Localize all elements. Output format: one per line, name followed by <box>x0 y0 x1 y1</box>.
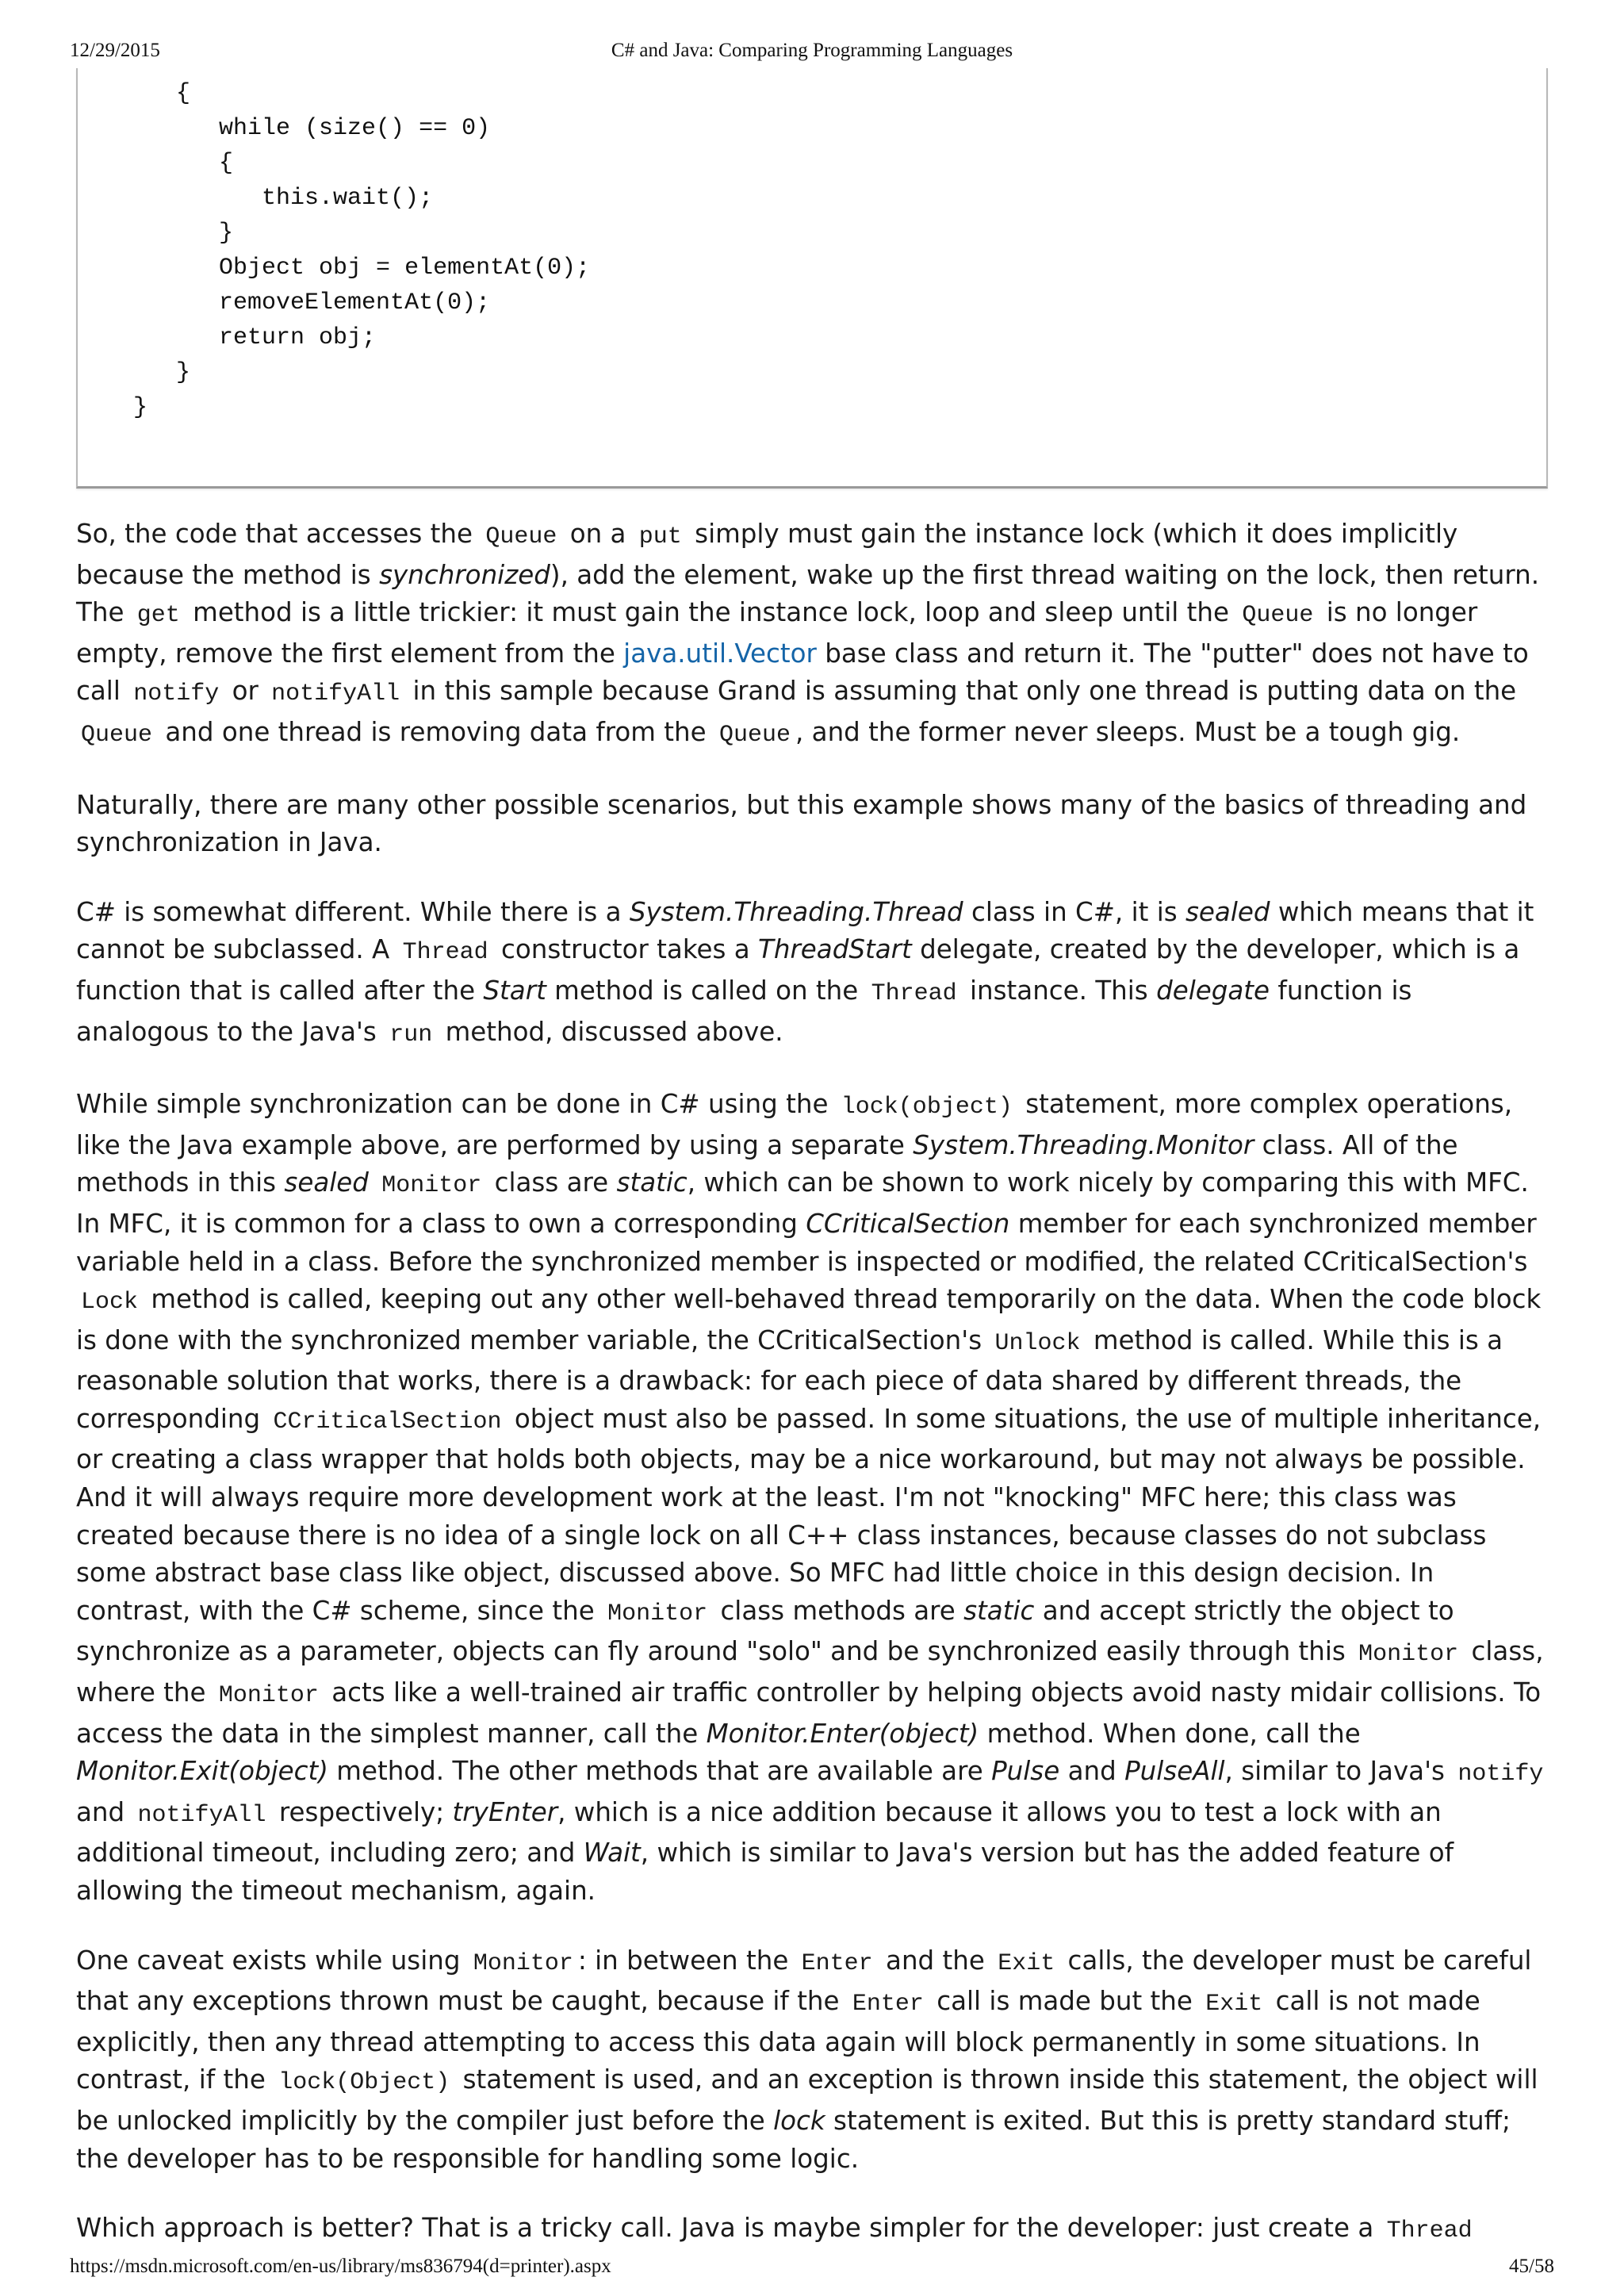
text: and the <box>886 1945 985 1976</box>
text: acts like a well-trained air traffic controller by helping objects avoid nasty midair collisions. To access the data in the simplest manner, call the <box>76 1677 1542 1749</box>
code-line <box>133 220 176 247</box>
text: or <box>232 676 259 707</box>
text: member for each synchronized member variable held in a class. Before the synchronized member is inspected or modified, the related CCriticalSection's <box>76 1208 1537 1277</box>
emphasis: sealed <box>284 1167 369 1198</box>
text: , which is similar to Java's version but has the added feature of allowing the timeout mechanism, again. <box>76 1838 1454 1906</box>
inline-code: notify <box>133 680 220 708</box>
text: class, where the <box>76 1636 1544 1708</box>
text: ), add the element, wake up the first thread waiting on the lock, then return. The <box>76 559 1540 628</box>
paragraph-which-approach <box>76 2210 1551 2251</box>
paragraph-scenarios <box>76 787 1551 862</box>
text: C# is somewhat different. While there is a <box>76 896 622 927</box>
print-header <box>0 40 1624 68</box>
emphasis: Wait <box>583 1838 641 1869</box>
text: call is not made explicitly, then any thread attempting to access this data again will block permanently in some situations. In contrast, if the <box>76 1986 1480 2095</box>
emphasis: static <box>963 1595 1035 1626</box>
paragraph-csharp-thread <box>76 894 1551 1054</box>
text: method. When done, call the <box>986 1718 1361 1749</box>
inline-code: lock(object) <box>841 1094 1013 1121</box>
text: calls, the developer must be careful that any exceptions thrown must be caught, because if the <box>76 1945 1532 2017</box>
text: statement is used, and an exception is thrown inside this statement, the object will be unlocked implicitly by the compiler just before the <box>76 2064 1538 2136</box>
text: method is called on the <box>554 975 859 1006</box>
inline-code: get <box>136 602 180 630</box>
text: function is analogous to the Java's <box>76 975 1412 1047</box>
code-line: } <box>176 220 234 247</box>
java-util-vector-link[interactable]: java.util.Vector <box>623 638 817 669</box>
emphasis: CCriticalSection <box>806 1208 1010 1239</box>
inline-code: Thread <box>1386 2217 1473 2245</box>
text: and <box>76 1796 125 1827</box>
text: in this sample because Grand is assuming that only one thread is putting data on the <box>412 676 1517 707</box>
print-title: C# and Java: Comparing Programming Languages <box>611 40 1013 61</box>
text: constructor takes a <box>500 934 750 965</box>
inline-code: Queue <box>485 523 557 550</box>
text: statement is exited. But this is pretty standard stuff; the developer has to be responsible for handling some logic. <box>76 2105 1511 2174</box>
text: and accept strictly the object to synchronize as a parameter, objects can fly around "solo" and be synchronized easily through this <box>76 1595 1454 1667</box>
inline-code: Unlock <box>994 1329 1081 1357</box>
inline-code: Exit <box>1205 1991 1263 2018</box>
text: object must also be passed. In some situations, the use of multiple inheritance, or creating a class wrapper that holds both objects, may be a nice workaround, but may not always be possible. And it will always require more development work at the least. I'm not "knocking" MFC here; this class was created because there is no idea of a single lock on all C++ class instances, because classes do not subclass some abstract base class like object, discussed above. So MFC had little choice in this design decision. In contrast, with the C# scheme, since the <box>76 1403 1542 1626</box>
emphasis: synchronized <box>379 559 550 590</box>
text: method. The other methods that are available are <box>336 1756 983 1787</box>
code-line: { <box>176 80 191 107</box>
inline-code: Monitor <box>607 1600 708 1627</box>
text: , and the former never sleeps. Must be a tough gig. <box>795 716 1461 747</box>
emphasis: System.Threading.Thread <box>629 896 963 927</box>
print-url: https://msdn.microsoft.com/en-us/library/ms836794(d=printer).aspx <box>70 2256 611 2277</box>
text: , which is a nice addition because it allows you to test a lock with an additional timeout, including zero; and <box>76 1796 1442 1869</box>
code-line: this.wait(); <box>176 185 434 212</box>
text: and one thread is removing data from the <box>165 716 707 747</box>
inline-code: Thread <box>871 979 957 1007</box>
code-line <box>133 324 176 351</box>
emphasis: Monitor.Exit(object) <box>76 1756 328 1787</box>
inline-code: Queue <box>718 721 791 749</box>
text: base class and return it. The "putter" does not have to call <box>76 638 1529 707</box>
code-line: while (size() == 0) <box>176 115 491 142</box>
text: statement, more complex operations, like the Java example above, are performed by using a separate <box>76 1089 1513 1160</box>
code-line: return obj; <box>176 324 377 351</box>
code-line <box>133 289 176 316</box>
inline-code: Exit <box>998 1949 1055 1977</box>
text: delegate, created by the developer, which is a function that is called after the <box>76 934 1520 1006</box>
text: which means that it cannot be subclassed. A <box>76 896 1534 965</box>
emphasis: tryEnter <box>452 1796 558 1827</box>
emphasis: sealed <box>1185 896 1270 927</box>
emphasis: lock <box>773 2105 825 2136</box>
emphasis: Start <box>483 975 546 1006</box>
text: While simple synchronization can be done in C# using the <box>76 1089 829 1120</box>
inline-code: notifyAll <box>137 1801 266 1829</box>
text: class methods are <box>720 1595 956 1626</box>
inline-code: Lock <box>81 1289 139 1317</box>
text: class in C#, it is <box>971 896 1178 927</box>
code-line: { <box>176 150 234 177</box>
text: method, discussed above. <box>445 1016 783 1047</box>
code-line <box>133 115 176 142</box>
inline-code: Monitor <box>473 1949 573 1977</box>
inline-code: CCriticalSection <box>273 1408 502 1435</box>
code-line <box>133 185 176 212</box>
inline-code: Enter <box>801 1949 873 1977</box>
inline-code: notify <box>1457 1761 1544 1788</box>
text: Which approach is better? That is a tricky call. Java is maybe simpler for the developer: just create a <box>76 2213 1374 2244</box>
inline-code: Enter <box>852 1991 924 2018</box>
inline-code: Monitor <box>1358 1641 1459 1669</box>
code-line <box>133 80 176 107</box>
text: method is called. While this is a reasonable solution that works, there is a drawback: for each piece of data shared by different threads, the corresponding <box>76 1324 1503 1434</box>
inline-code: Monitor <box>218 1682 319 1710</box>
emphasis: Pulse <box>991 1756 1060 1787</box>
code-line <box>133 150 176 177</box>
text: So, the code that accesses the <box>76 519 473 549</box>
inline-code: Queue <box>1242 602 1314 630</box>
inline-code: lock(Object) <box>278 2069 450 2097</box>
code-line: } <box>176 359 191 386</box>
text: call is made but the <box>936 1986 1193 2017</box>
page-number: 45/58 <box>1509 2256 1554 2277</box>
inline-code: Monitor <box>381 1172 482 1200</box>
text: , which can be shown to work nicely by comparing this with MFC. In MFC, it is common for a class to own a corresponding <box>76 1167 1529 1239</box>
inline-code: notifyAll <box>271 680 400 708</box>
text: : in between the <box>577 1945 789 1976</box>
text: class are <box>494 1167 609 1198</box>
paragraph-caveat <box>76 1942 1551 2179</box>
emphasis: static <box>616 1167 688 1198</box>
emphasis: Monitor.Enter(object) <box>706 1718 979 1749</box>
inline-code: Thread <box>402 939 488 967</box>
print-date: 12/29/2015 <box>70 40 160 61</box>
emphasis: PulseAll <box>1124 1756 1225 1787</box>
inline-code: run <box>389 1021 433 1048</box>
inline-code: put <box>638 523 682 550</box>
paragraph-queue-explanation <box>76 516 1551 755</box>
code-line: removeElementAt(0); <box>176 289 491 316</box>
code-block <box>76 68 1548 489</box>
paragraph-monitor <box>76 1086 1551 1910</box>
code-line: Object obj = elementAt(0); <box>176 255 591 282</box>
text: , similar to Java's <box>1224 1756 1445 1787</box>
text: One caveat exists while using <box>76 1945 461 1976</box>
text: on a <box>569 519 626 549</box>
emphasis: System.Threading.Monitor <box>913 1129 1254 1160</box>
text: method is a little trickier: it must gain the instance lock, loop and sleep until the <box>193 597 1229 628</box>
text: class. All of the methods in this <box>76 1129 1458 1198</box>
text: simply must gain the instance lock (which it does implicitly because the method is <box>76 519 1458 590</box>
emphasis: delegate <box>1156 975 1270 1006</box>
inline-code: Queue <box>81 721 153 749</box>
text: is no longer empty, remove the first element from the <box>76 597 1478 669</box>
text: respectively; <box>278 1796 445 1827</box>
code-listing <box>133 76 590 425</box>
text: Naturally, there are many other possible scenarios, but this example shows many of the basics of threading and synchronization in Java. <box>76 789 1527 858</box>
emphasis: ThreadStart <box>758 934 912 965</box>
text: and <box>1067 1756 1116 1787</box>
code-line <box>133 255 176 282</box>
text: instance. This <box>969 975 1148 1006</box>
article-body <box>76 516 1551 2283</box>
code-line: } <box>133 394 148 421</box>
text: method is called, keeping out any other well-behaved thread temporarily on the data. When the code block is done with the synchronized member variable, the CCriticalSection's <box>76 1284 1542 1355</box>
code-line <box>133 359 176 386</box>
